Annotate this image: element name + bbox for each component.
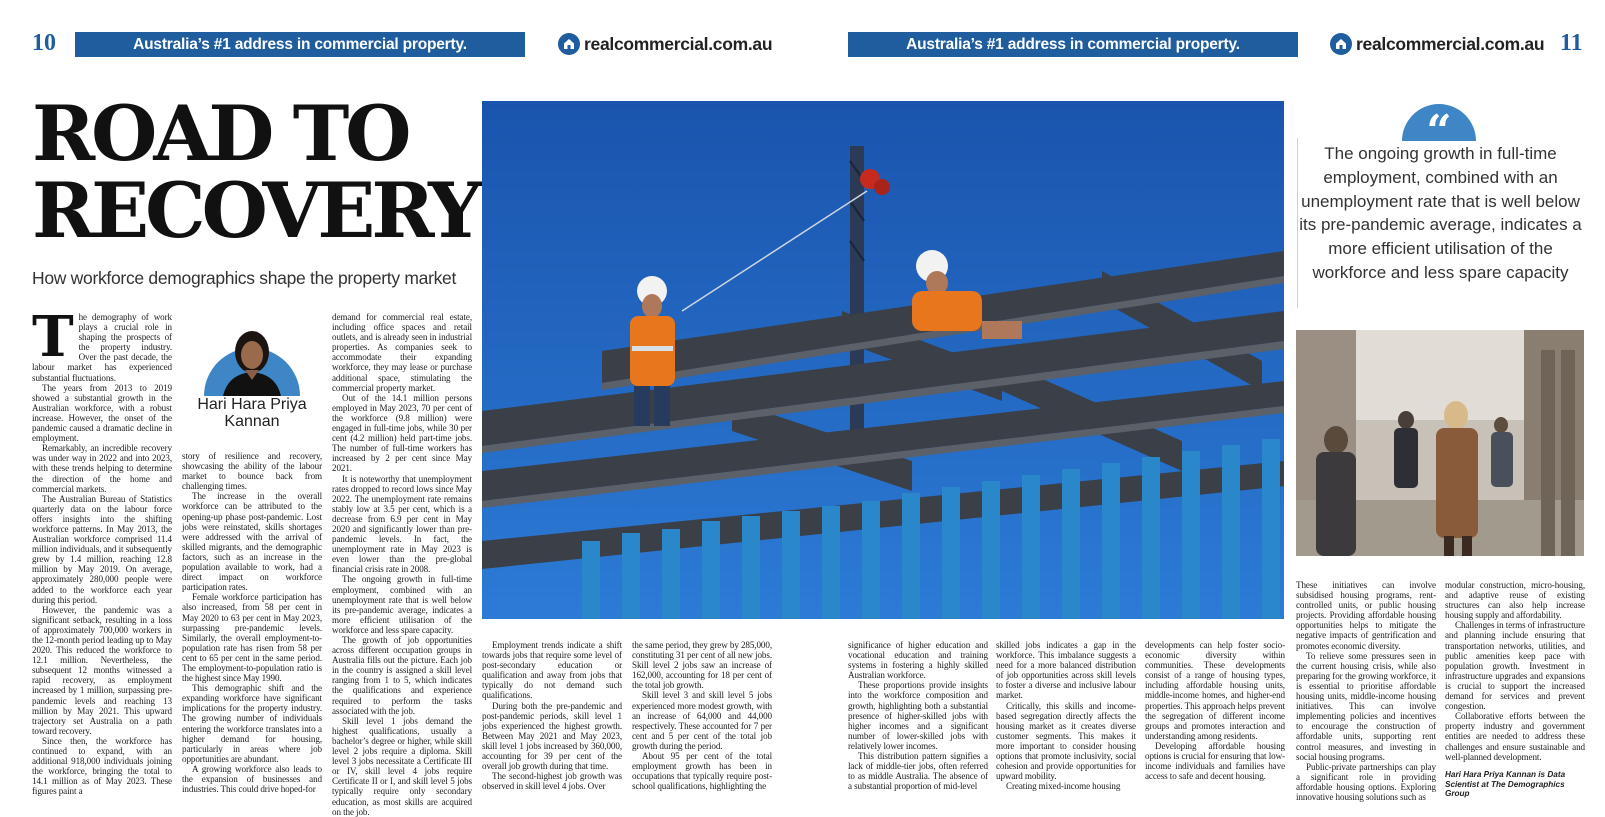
headline-line-1: ROAD TO [32,89,408,178]
author-name: Hari Hara Priya Kannan [197,396,307,430]
street-photo [1296,330,1584,556]
construction-photo [482,101,1284,619]
article-column-2: story of resilience and recovery, showcasing the ability of the labour market to bounce back from challenging times. The increase in the overall workforce can be attributed to the opening-up phase post-pandemic. Lost jobs were reinstated, skills shortages were addressed with the arrival of skilled migrants, and the demographic factors, such as an increase in the population available to work, had a direct impact on workforce participation rates. Female workforce participation has also increased, from 58 per cent in May 2020 to 63 per cent in May 2023, surpassing pre-pandemic levels. Similarly, the overall employment-to-population rate has risen from 58 per cent to 65 per cent in the same period. The employment-to-population ratio is the highest since May 1990. This demographic shift and the expanding workforce have significant implications for the property industry. The growing number of individuals entering the workforce translates into a higher demand for housing, particularly in areas where job opportunities are abundant. A growing workforce also leads to the expansion of businesses and industries. This could drive hoped-for [182,451,322,795]
tagline-banner-left: Australia’s #1 address in commercial property. [75,32,525,57]
home-logo-icon [1330,33,1352,55]
home-logo-icon [558,33,580,55]
author-byline: Hari Hara Priya Kannan is Data Scientist at The Demographics Group [1445,770,1566,799]
headline [32,89,479,255]
brand-name: realcommercial.com.au [584,33,773,54]
page-number-right: 11 [1560,30,1583,56]
quote-mark-icon: “ [1402,104,1476,141]
author-photo [198,318,306,396]
brand-right[interactable] [1330,33,1544,55]
brand-left[interactable] [558,33,772,55]
pull-quote: The ongoing growth in full-time employment, combined with an unemployment rate that is well below its pre-pandemic average, indicates a more efficient utilisation of the workforce and less spare capacity [1299,144,1582,282]
drop-cap: T [32,304,74,370]
article-column-5: the same period, they grew by 285,000, constituting 31 per cent of all new jobs. Skill level 2 jobs saw an increase of 162,000, accounting for 18 per cent of the total job growth. Skill level 3 and skill level 5 jobs experienced more modest growth, with an increase of 64,000 and 44,000 respectively. These accounted for 7 per cent and 5 per cent of the total job growth during the period. About 95 per cent of the total employment growth has been in occupations that typically require post-school qualifications, highlighting the [632,640,772,792]
article-column-3: demand for commercial real estate, including office spaces and retail outlets, and is already seen in industrial properties. As companies seek to accommodate their expanding workforce, they may lease or purchase additional space, stimulating the commercial property market. Out of the 14.1 million persons employed in May 2023, 70 per cent of the workforce (9.8 million) were engaged in full-time jobs, while 30 per cent (4.2 million) held part-time jobs. The number of full-time workers has increased by 2 per cent since May 2021. It is noteworthy that unemployment rates dropped to record lows since May 2022. The unemployment rate remains stably low at 3.5 per cent, which is a decrease from 6.9 per cent in May 2020 and significantly lower than pre-pandemic levels. In fact, the unemployment rate in May 2023 is even lower than the pre-global financial crisis rate in 2008. The ongoing growth in full-time employment, combined with an unemployment rate that is well below its pre-pandemic average, indicates a more efficient utilisation of the workforce and less spare capacity. The growth of job opportunities across different occupation groups in Australia fills out the picture. Each job in the country is assigned a skill level ranging from 1 to 5, which indicates the qualifications and experience required to perform the tasks associated with the job. Skill level 1 jobs demand the highest qualifications, usually a bachelor’s degree or higher, while skill level 2 jobs require a diploma. Skill level 3 jobs necessitate a Certificate III or IV, skill level 4 jobs require Certificate II or I, and skill level 5 jobs typically require only secondary education, as most skills are acquired on the job. [332,312,472,817]
article-column-4: Employment trends indicate a shift towards jobs that require some level of post-secondary education or qualification and away from jobs that typically do not demand such qualifications. During both the pre-pandemic and post-pandemic periods, skill level 1 jobs experienced the highest growth. Between May 2021 and May 2023, skill level 1 jobs increased by 360,000, accounting for 39 per cent of the overall job growth during that time. The second-highest job growth was observed in skill level 4 jobs. Over [482,640,622,792]
headline-line-2: RECOVERY [32,166,479,255]
article-column-1: T he demography of work plays a crucial role in shaping the prospects of the property industry. Over the past decade, the labour market has experienced substantial fluctuations. The years from 2013 to 2019 showed a substantial growth in the Australian workforce, with a robust increase. However, the onset of the pandemic caused a dramatic decline in employment. Remarkably, an incredible recovery was under way in 2022 and into 2023, with these trends helping to determine the direction of the home and commercial markets. The Australian Bureau of Statistics quarterly data on the labour force offers insights into the shifting workforce patterns. In May 2013, the Australian workforce comprised 11.4 million individuals, and it subsequently grew by 1.4 million, reaching 12.8 million by May 2019. On average, approximately 280,000 people were added to the workforce each year during this period. However, the pandemic was a significant setback, resulting in a loss of approximately 700,000 workers in the 12-month period leading up to May 2020. This reduced the workforce to 12.1 million. Nevertheless, the subsequent 12 months witnessed a rapid recovery, as employment increased by 1 million, surpassing pre-pandemic levels and reaching 13 million by May 2021. This upward trajectory set Australia on a path toward recovery. Since then, the workforce has continued to expand, with an additional 918,000 individuals joining the workforce, bringing the total to 14.1 million as of May 2023. These figures paint a [32,304,172,797]
article-column-10: modular construction, micro-housing, and adaptive reuse of existing structures can also help increase housing supply and affordability. Challenges in terms of infrastructure and planning include ensuring that transportation networks, utilities, and public amenities keep pace with population growth. Investment in infrastructure upgrades and expansions is crucial to support the increased demand for services and prevent congestion. Collaborative efforts between the property industry and government entities are needed to address these challenges and ensure sustainable and well-planned development. [1445,580,1585,762]
article-column-6: significance of higher education and vocational education and training systems in fostering a highly skilled Australian workforce. These proportions provide insights into the workforce composition and growth, highlighting both a substantial presence of higher-skilled jobs with higher incomes and a significant number of lower-skilled jobs with relatively lower incomes. This distribution pattern signifies a lack of middle-tier jobs, often referred to as middle Australia. The absence of a substantial proportion of mid-level [848,640,988,792]
article-column-9: These initiatives can involve subsidised housing programs, rent-controlled units, or public housing projects. Providing affordable housing opportunities helps to mitigate the negative impacts of gentrification and promotes economic diversity. To relieve some pressures seen in the current housing crisis, while also preparing for the growing workforce, it is essential to prioritise affordable housing units, middle-income housing initiatives. This can involve implementing policies and incentives to encourage the construction of affordable units, supporting rent control measures, and investing in social housing programs. Public-private partnerships can play a significant role in providing affordable housing options. Exploring innovative housing solutions such as [1296,580,1436,802]
article-column-7: skilled jobs indicates a gap in the workforce. This imbalance suggests a need for a more balanced distribution of job opportunities across skill levels to foster a diverse and inclusive labour market. Critically, this skills and income-based segregation directly affects the housing market as it creates diverse customer segments. This makes it more important to consider housing options that promote inclusivity, social cohesion and provide opportunities for upward mobility. Creating mixed-income housing [996,640,1136,792]
tagline-banner-right: Australia’s #1 address in commercial property. [848,32,1298,57]
article-column-8: developments can help foster socio-economic diversity within communities. These developments consist of a range of housing types, including affordable housing units, middle-income homes, and higher-end properties. This approach helps prevent the segregation of different income groups and promotes interaction and understanding among residents. Developing affordable housing options is crucial for ensuring that low-income individuals and families have access to safe and decent housing. [1145,640,1285,782]
brand-name: realcommercial.com.au [1356,33,1545,54]
page-number-left: 10 [32,30,56,56]
subheadline: How workforce demographics shape the property market [32,268,457,288]
